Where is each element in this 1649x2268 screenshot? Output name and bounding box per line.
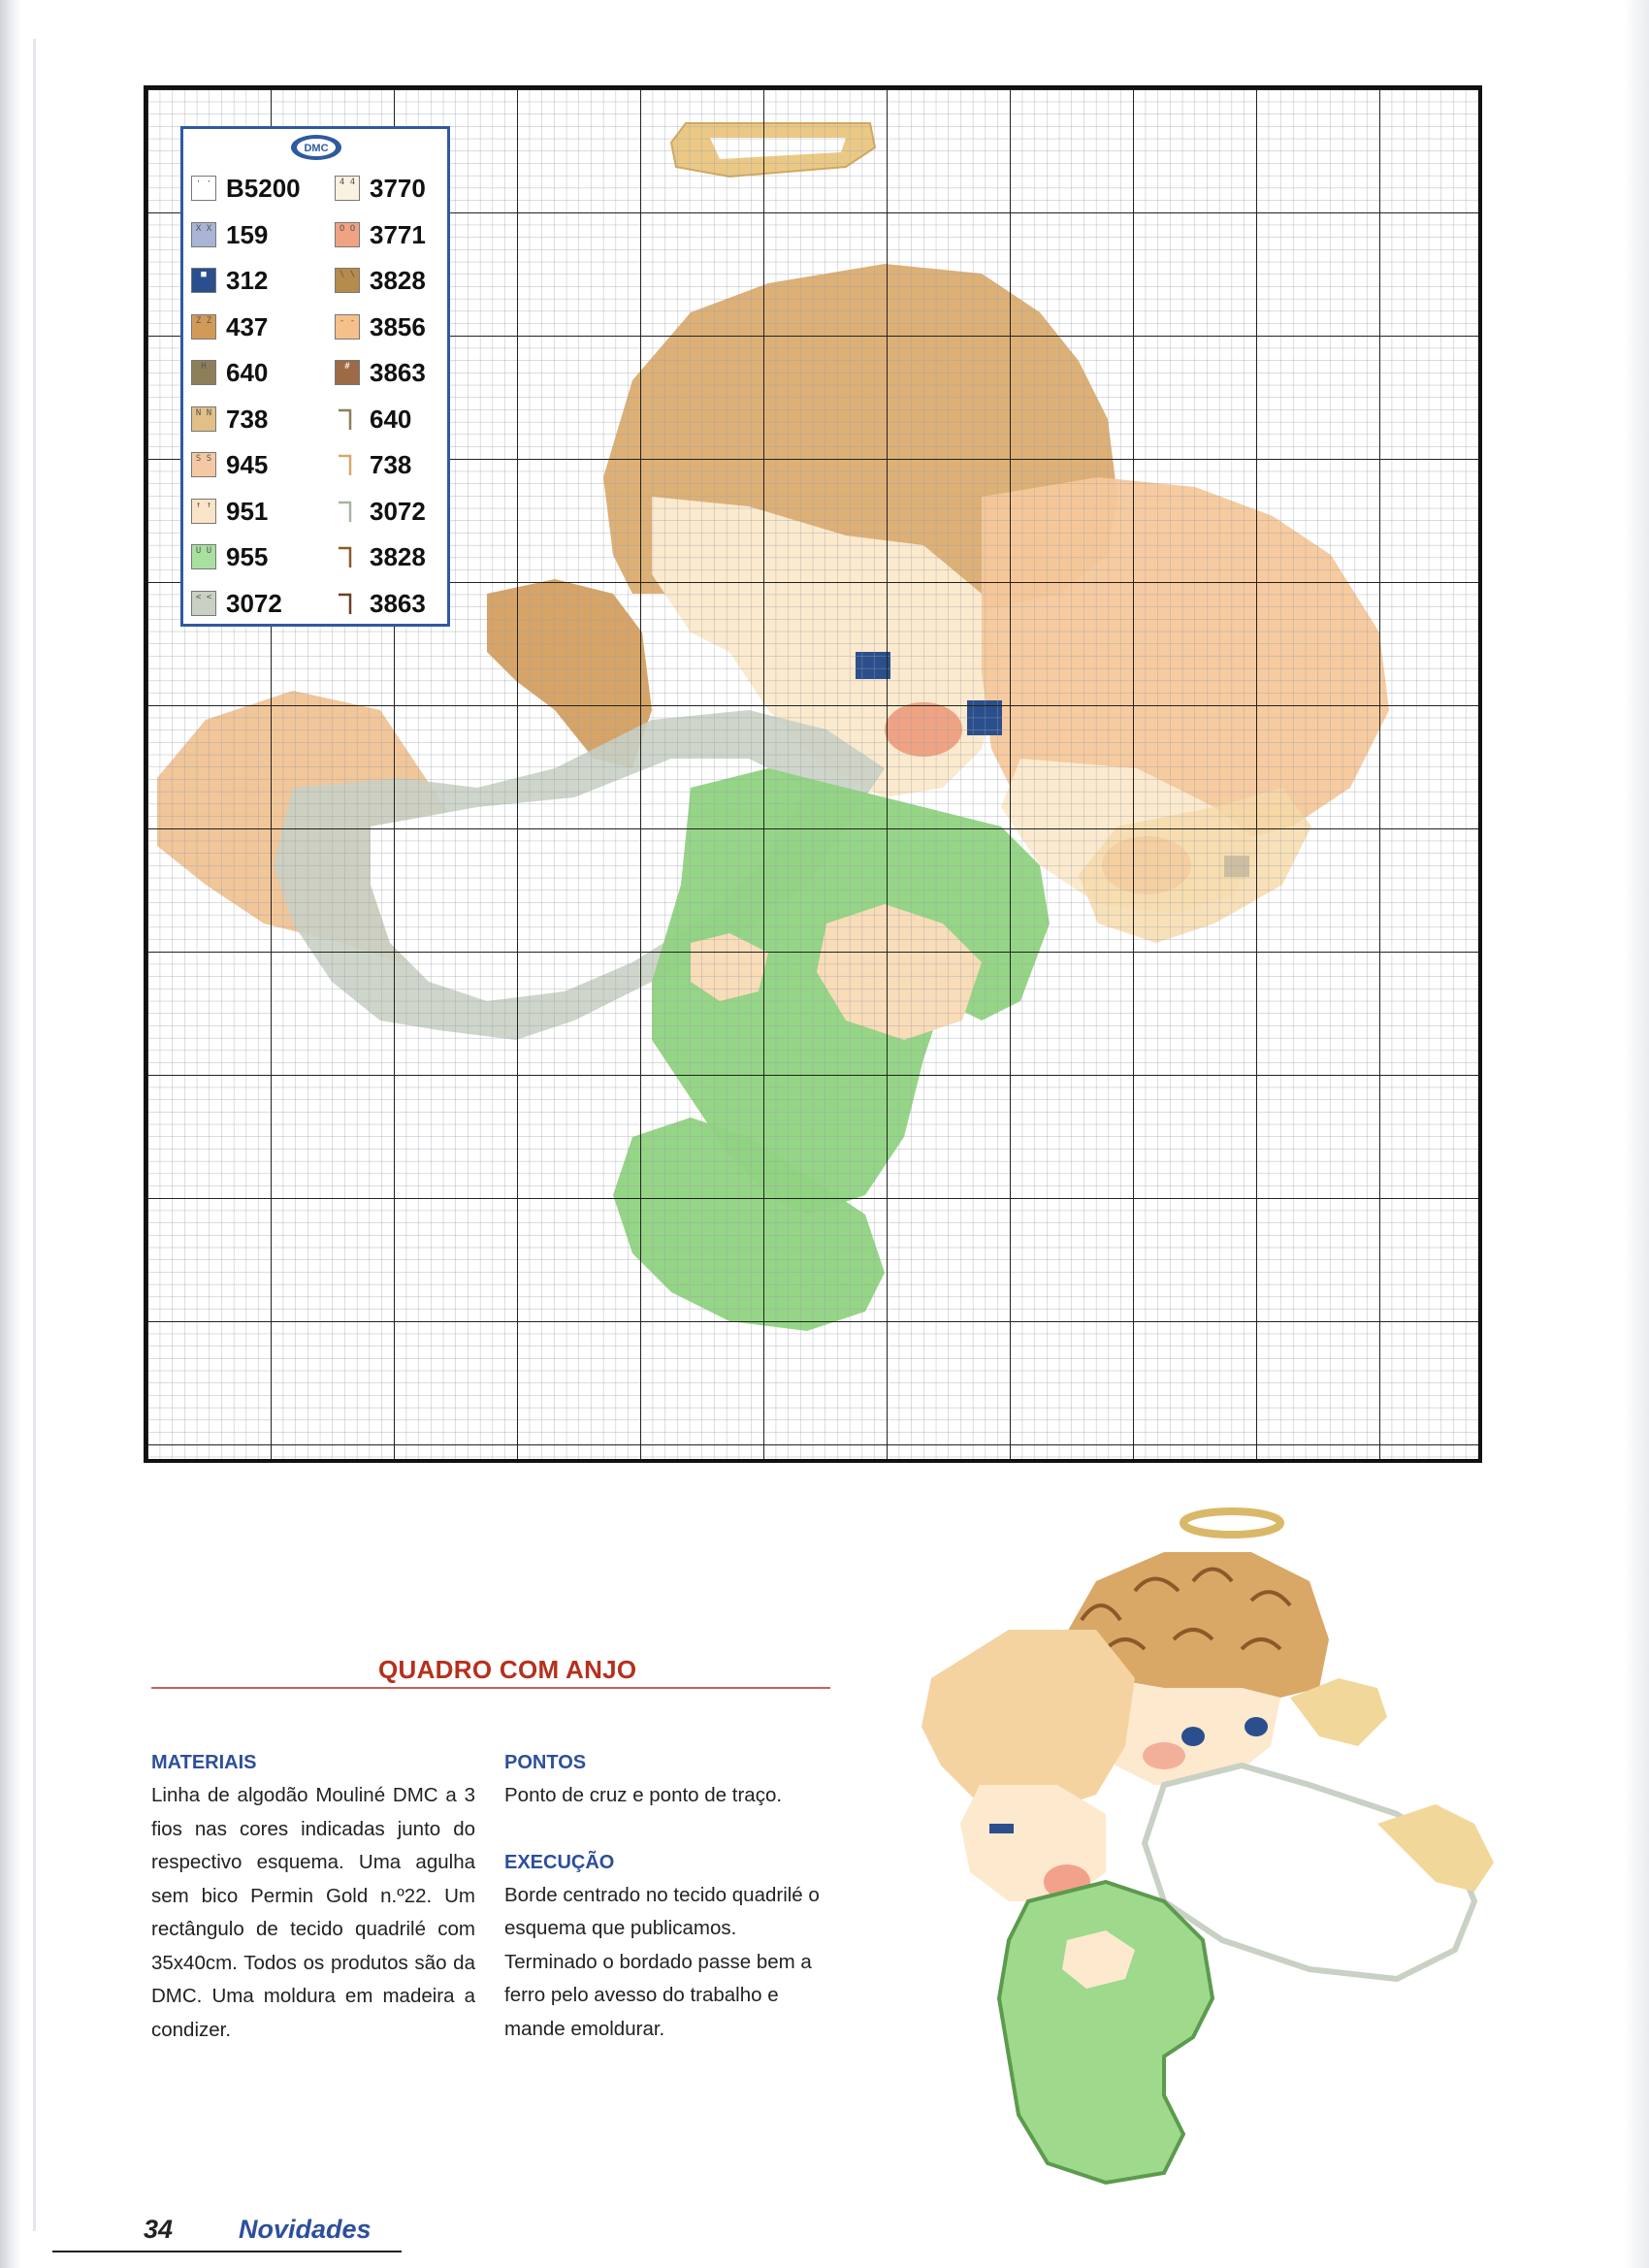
page-binding — [0, 0, 21, 2268]
swatch-3771: O O — [335, 222, 360, 247]
swatch-b5200: · · — [191, 176, 216, 201]
binding-shadow-line — [33, 39, 36, 2231]
legend-code: 3828 — [370, 266, 426, 295]
stitches-heading: PONTOS — [504, 1752, 587, 1773]
footer-rule — [52, 2251, 402, 2252]
legend-code: 3771 — [370, 219, 426, 249]
legend-code: B5200 — [226, 174, 301, 203]
legend-code: 738 — [370, 450, 412, 479]
legend-code: 3072 — [370, 496, 426, 526]
legend-code: 640 — [226, 358, 269, 387]
legend-code: 951 — [226, 496, 269, 526]
backstitch-738-icon — [335, 450, 364, 479]
swatch-955: U U — [191, 544, 216, 569]
legend-code: 3863 — [370, 358, 426, 387]
svg-text:DMC: DMC — [304, 143, 329, 154]
article-title: QUADRO COM ANJO — [378, 1655, 637, 1684]
materials-heading: MATERIAIS — [151, 1752, 257, 1773]
legend-code: 3072 — [226, 588, 282, 618]
swatch-945: S S — [191, 452, 216, 477]
backstitch-3072-icon — [335, 497, 364, 526]
stitches-text: Ponto de cruz e ponto de traço. — [504, 1784, 783, 1806]
swatch-951: ↑ ↑ — [191, 499, 216, 524]
materials-section — [151, 1746, 475, 2047]
legend-code: 312 — [226, 266, 269, 295]
swatch-437: Z Z — [191, 314, 216, 340]
execution-text: Borde centrado no tecido quadrilé o esquema que publicamos. Terminado o bordado passe bem a ferro pelo avesso do trabalho e mande emoldurar. — [504, 1883, 820, 2040]
legend-code: 3770 — [370, 174, 426, 203]
backstitch-3863-icon — [335, 589, 364, 618]
backstitch-640-icon — [335, 405, 364, 434]
swatch-312: ■ — [191, 268, 216, 293]
page-edge-shade — [1624, 0, 1649, 2268]
legend-code: 738 — [226, 404, 269, 434]
swatch-3828: \ \ — [335, 268, 360, 293]
legend-code: 3828 — [370, 542, 426, 571]
page-number: 34 — [144, 2215, 174, 2244]
legend-code: 159 — [226, 219, 269, 249]
swatch-3072: < < — [191, 591, 216, 616]
swatch-738: N N — [191, 406, 216, 432]
legend-code: 3863 — [370, 588, 426, 618]
swatch-159: X X — [191, 222, 216, 247]
finished-angel-illustration — [873, 1494, 1571, 2202]
legend-code: 437 — [226, 311, 269, 341]
swatch-3863: # — [335, 360, 360, 385]
color-legend — [180, 126, 450, 627]
title-divider — [151, 1687, 830, 1689]
legend-code: 640 — [370, 404, 412, 434]
legend-code: 3856 — [370, 311, 426, 341]
execution-heading: EXECUÇÃO — [504, 1851, 615, 1873]
swatch-640: H — [191, 360, 216, 385]
dmc-logo-icon — [289, 133, 343, 162]
swatch-3770: 4 4 — [335, 176, 360, 201]
backstitch-3828-icon — [335, 542, 364, 571]
materials-text: Linha de algodão Mouliné DMC a 3 fios nas cores indicadas junto do respectivo esquema. Uma agulha sem bico Permin Gold n.º22. Um rectângulo de tecido quadrilé com 35x40cm. Todos os produtos são da DMC. Uma moldura em madeira a condizer. — [151, 1784, 475, 2041]
magazine-name: Novidades — [239, 2215, 372, 2244]
legend-code: 955 — [226, 542, 269, 571]
legend-code: 945 — [226, 450, 269, 479]
instructions-section — [504, 1746, 834, 2046]
swatch-3856: - - — [335, 314, 360, 340]
